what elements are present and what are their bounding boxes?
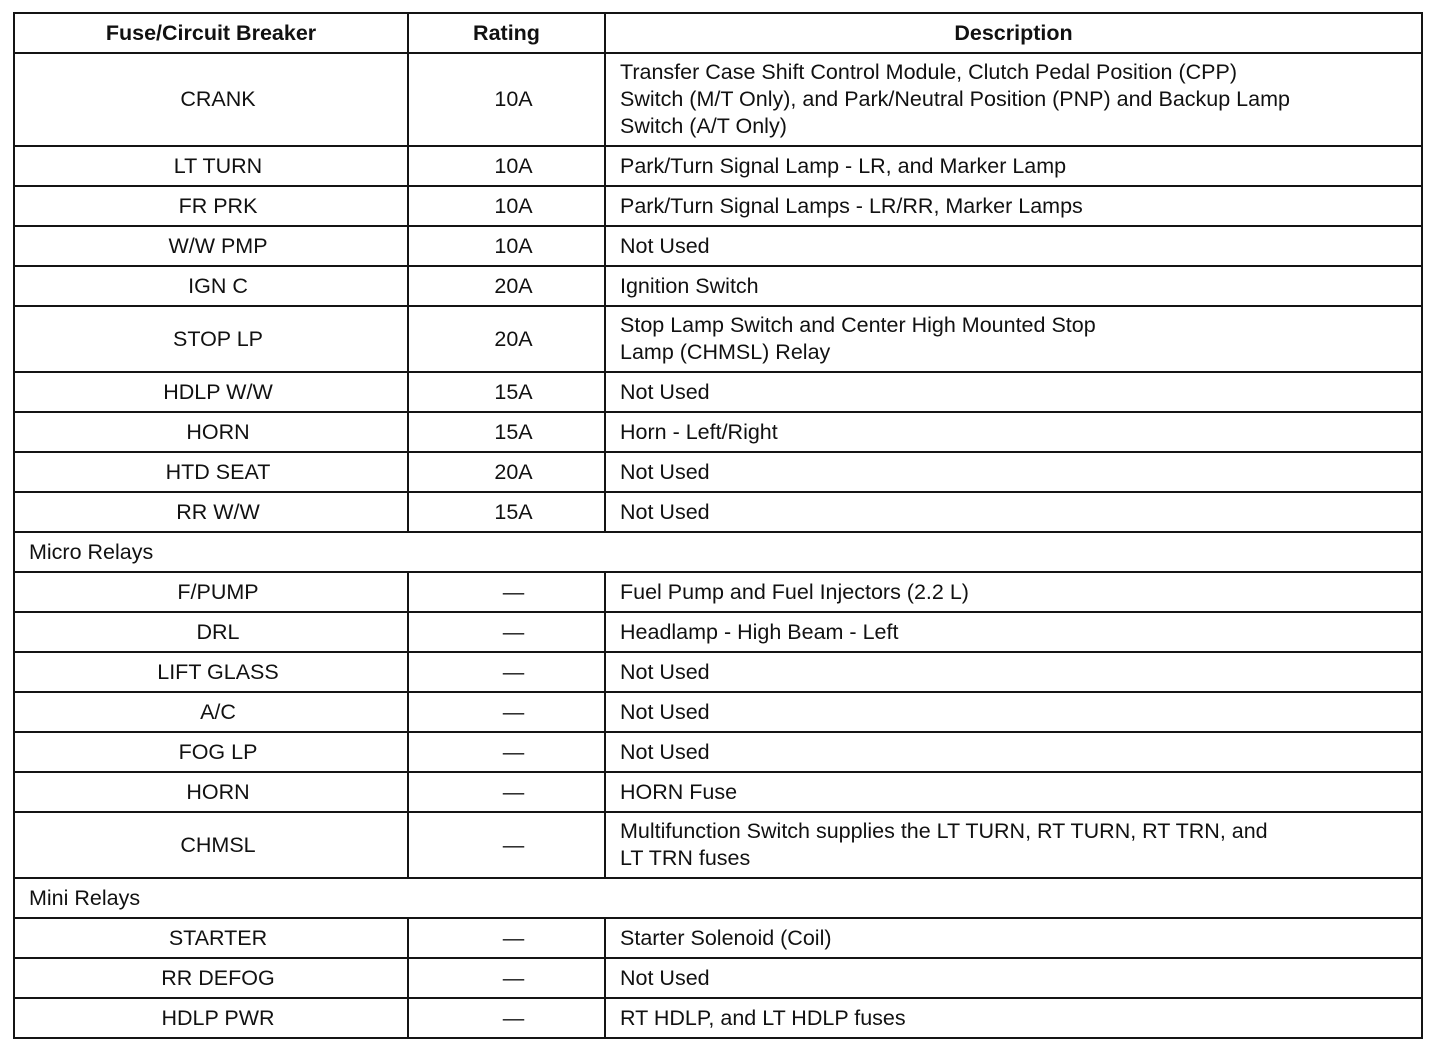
fuse-description <box>605 772 1422 812</box>
fuse-description <box>605 226 1422 266</box>
description-line: Park/Turn Signal Lamp - LR, and Marker Lamp <box>620 153 1067 178</box>
fuse-rating: 10A <box>408 186 605 226</box>
fuse-rating: 15A <box>408 372 605 412</box>
fuse-rating: — <box>408 652 605 692</box>
description-line: Ignition Switch <box>620 273 759 298</box>
fuse-description <box>605 266 1422 306</box>
fuse-description <box>605 306 1422 372</box>
description-line: Not Used <box>620 379 710 404</box>
fuse-description <box>605 958 1422 998</box>
fuse-name: HDLP W/W <box>14 372 408 412</box>
table-row <box>14 53 1422 146</box>
fuse-description <box>605 572 1422 612</box>
table-row <box>14 492 1422 532</box>
fuse-rating: 20A <box>408 452 605 492</box>
description-line: Not Used <box>620 699 710 724</box>
table-row <box>14 958 1422 998</box>
fuse-description <box>605 146 1422 186</box>
fuse-name: W/W PMP <box>14 226 408 266</box>
fuse-rating: 20A <box>408 266 605 306</box>
fuse-name: LT TURN <box>14 146 408 186</box>
fuse-description <box>605 412 1422 452</box>
fuse-description <box>605 186 1422 226</box>
table-row <box>14 612 1422 652</box>
fuse-description <box>605 918 1422 958</box>
fuse-rating: — <box>408 772 605 812</box>
fuse-description <box>605 612 1422 652</box>
table-row <box>14 918 1422 958</box>
description-line: Transfer Case Shift Control Module, Clutch Pedal Position (CPP) <box>620 60 1237 84</box>
fuse-name: FOG LP <box>14 732 408 772</box>
fuse-rating: 15A <box>408 412 605 452</box>
table-row <box>14 652 1422 692</box>
fuse-rating: — <box>408 812 605 878</box>
fuse-rating: — <box>408 958 605 998</box>
fuse-relay-table <box>13 12 1423 1039</box>
fuse-description <box>605 652 1422 692</box>
description-line: Switch (M/T Only), and Park/Neutral Position (PNP) and Backup Lamp <box>620 87 1290 111</box>
table-row <box>14 266 1422 306</box>
fuse-name: LIFT GLASS <box>14 652 408 692</box>
fuse-name: IGN C <box>14 266 408 306</box>
fuse-name: FR PRK <box>14 186 408 226</box>
table-row <box>14 186 1422 226</box>
fuse-name: HTD SEAT <box>14 452 408 492</box>
fuse-description <box>605 452 1422 492</box>
fuse-name: STARTER <box>14 918 408 958</box>
fuse-name: RR DEFOG <box>14 958 408 998</box>
table-row <box>14 812 1422 878</box>
description-line: Not Used <box>620 233 710 258</box>
section-row <box>14 532 1422 572</box>
description-line: Starter Solenoid (Coil) <box>620 925 832 950</box>
fuse-rating: — <box>408 732 605 772</box>
fuse-name: CRANK <box>14 53 408 146</box>
fuse-name: A/C <box>14 692 408 732</box>
table-row <box>14 226 1422 266</box>
table-row <box>14 372 1422 412</box>
description-line: Switch (A/T Only) <box>620 114 787 138</box>
description-line: Horn - Left/Right <box>620 419 778 444</box>
header-description: Description <box>605 13 1422 53</box>
fuse-rating: 10A <box>408 226 605 266</box>
description-line: HORN Fuse <box>620 779 738 804</box>
section-title: Micro Relays <box>14 532 1422 572</box>
fuse-name: HORN <box>14 412 408 452</box>
description-line: Not Used <box>620 659 710 684</box>
fuse-rating: — <box>408 572 605 612</box>
table-row <box>14 772 1422 812</box>
fuse-description <box>605 812 1422 878</box>
fuse-rating: — <box>408 918 605 958</box>
fuse-name: F/PUMP <box>14 572 408 612</box>
description-line: Headlamp - High Beam - Left <box>620 619 899 644</box>
table-row <box>14 306 1422 372</box>
description-line: Not Used <box>620 965 710 990</box>
fuse-description <box>605 732 1422 772</box>
description-line: Lamp (CHMSL) Relay <box>620 340 831 364</box>
table-row <box>14 998 1422 1038</box>
fuse-rating: 10A <box>408 53 605 146</box>
fuse-name: HDLP PWR <box>14 998 408 1038</box>
fuse-name: RR W/W <box>14 492 408 532</box>
description-line: RT HDLP, and LT HDLP fuses <box>620 1005 906 1030</box>
table-row <box>14 412 1422 452</box>
table-body <box>14 53 1422 1038</box>
fuse-description <box>605 692 1422 732</box>
table-row <box>14 732 1422 772</box>
header-fuse: Fuse/Circuit Breaker <box>14 13 408 53</box>
fuse-name: CHMSL <box>14 812 408 878</box>
table-row <box>14 452 1422 492</box>
description-line: LT TRN fuses <box>620 846 751 870</box>
fuse-description <box>605 492 1422 532</box>
fuse-description <box>605 998 1422 1038</box>
fuse-description <box>605 372 1422 412</box>
description-line: Not Used <box>620 739 710 764</box>
table-row <box>14 572 1422 612</box>
fuse-rating: — <box>408 692 605 732</box>
description-line: Stop Lamp Switch and Center High Mounted Stop <box>620 313 1096 337</box>
description-line: Multifunction Switch supplies the LT TURN, RT TURN, RT TRN, and <box>620 819 1268 843</box>
fuse-rating: 15A <box>408 492 605 532</box>
description-line: Park/Turn Signal Lamps - LR/RR, Marker Lamps <box>620 193 1083 218</box>
fuse-rating: 20A <box>408 306 605 372</box>
fuse-name: STOP LP <box>14 306 408 372</box>
table-row <box>14 692 1422 732</box>
fuse-name: DRL <box>14 612 408 652</box>
fuse-rating: 10A <box>408 146 605 186</box>
table-row <box>14 146 1422 186</box>
description-line: Fuel Pump and Fuel Injectors (2.2 L) <box>620 579 969 604</box>
fuse-description <box>605 53 1422 146</box>
fuse-table-container <box>13 12 1423 1039</box>
fuse-rating: — <box>408 612 605 652</box>
fuse-rating: — <box>408 998 605 1038</box>
header-rating: Rating <box>408 13 605 53</box>
description-line: Not Used <box>620 459 710 484</box>
section-title: Mini Relays <box>14 878 1422 918</box>
description-line: Not Used <box>620 499 710 524</box>
section-row <box>14 878 1422 918</box>
fuse-name: HORN <box>14 772 408 812</box>
header-row <box>14 13 1422 53</box>
